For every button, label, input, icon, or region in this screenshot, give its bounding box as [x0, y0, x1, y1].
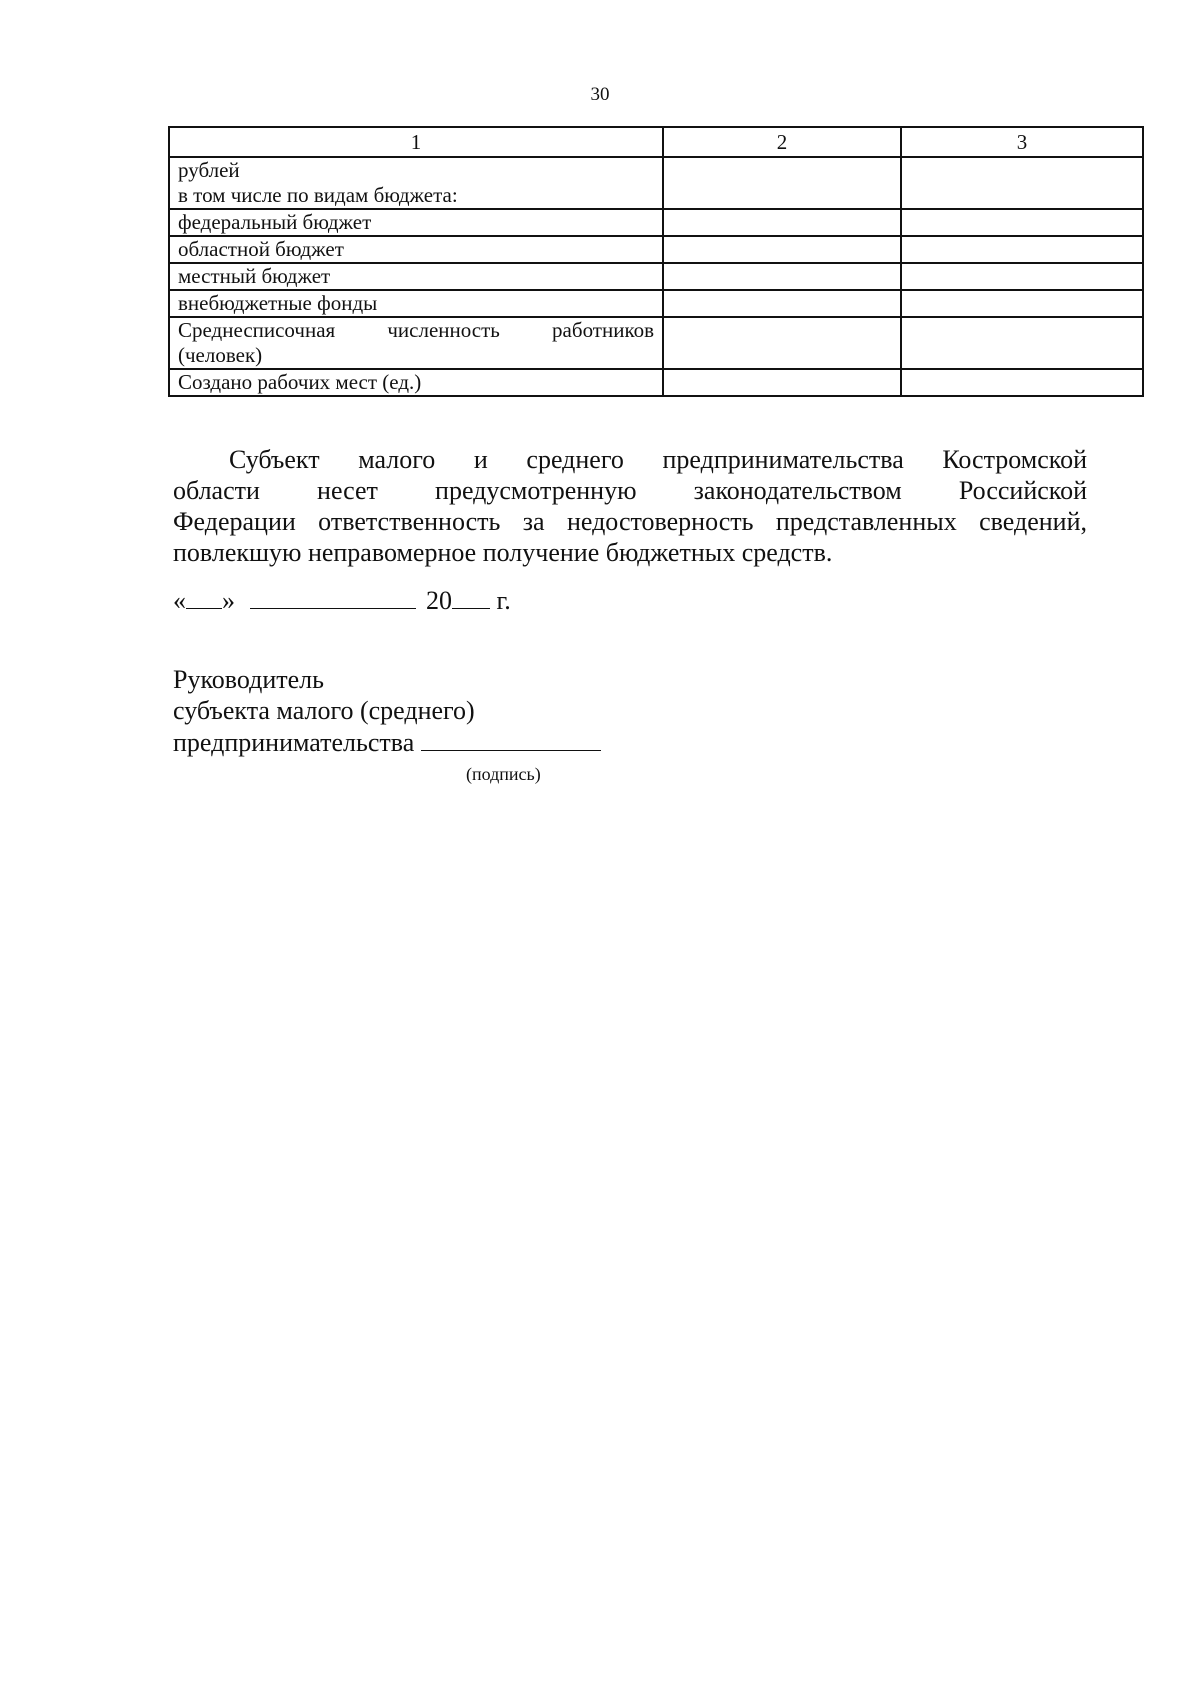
table-cell-col2 [663, 263, 901, 290]
table-cell-col2 [663, 209, 901, 236]
table-cell-col3 [901, 369, 1143, 396]
table-row [169, 263, 1143, 290]
liability-statement [173, 444, 1087, 568]
table-row [169, 157, 1143, 209]
table-cell-col3 [901, 157, 1143, 209]
row-label-federal-budget: федеральный бюджет [169, 209, 663, 236]
table-cell-col2 [663, 290, 901, 317]
table-cell-col2 [663, 369, 901, 396]
column-header-3: 3 [901, 127, 1143, 157]
table-cell-col3 [901, 236, 1143, 263]
row-label-local-budget: местный бюджет [169, 263, 663, 290]
table-cell-col2 [663, 236, 901, 263]
year-prefix: 20 [426, 586, 452, 615]
year-suffix: г. [496, 586, 511, 615]
signature-title-line [173, 726, 601, 758]
signature-title-line: Руководитель [173, 665, 324, 694]
date-field [173, 584, 511, 616]
signature-title-line: субъекта малого (среднего) [173, 696, 475, 725]
row-label-extrabudgetary-funds: внебюджетные фонды [169, 290, 663, 317]
table-cell-col2 [663, 317, 901, 369]
table-cell-col3 [901, 209, 1143, 236]
signature-block [173, 664, 601, 758]
column-header-1: 1 [169, 127, 663, 157]
close-quote: » [222, 586, 235, 615]
signature-caption: (подпись) [466, 764, 541, 784]
year-blank[interactable] [452, 584, 490, 609]
open-quote: « [173, 586, 186, 615]
table-header-row [169, 127, 1143, 157]
row-label-line: в том числе по видам бюджета: [178, 183, 458, 207]
signature-title-text: предпринимательства [173, 728, 415, 757]
row-label-regional-budget: областной бюджет [169, 236, 663, 263]
statement-line: Субъект малого и среднего предпринимательства Костромской [229, 445, 1087, 474]
statement-line: повлекшую неправомерное получение бюджетных средств. [173, 538, 833, 567]
row-label-line: рублей [178, 158, 240, 182]
table-cell-col2 [663, 157, 901, 209]
column-header-2: 2 [663, 127, 901, 157]
table-row [169, 290, 1143, 317]
signature-blank[interactable] [421, 726, 601, 751]
table-row [169, 236, 1143, 263]
table-cell-col3 [901, 317, 1143, 369]
row-label-jobs-created: Создано рабочих мест (ед.) [169, 369, 663, 396]
row-label-line: (человек) [178, 343, 263, 367]
table-row [169, 317, 1143, 369]
report-table [168, 126, 1144, 397]
statement-line: Федерации ответственность за недостоверность представленных сведений, [173, 507, 1087, 536]
statement-line: области несет предусмотренную законодательством Российской [173, 476, 1087, 505]
row-label-average-headcount [169, 317, 663, 369]
row-label-rubles [169, 157, 663, 209]
table-row [169, 369, 1143, 396]
table-cell-col3 [901, 290, 1143, 317]
day-blank[interactable] [186, 584, 222, 609]
table-cell-col3 [901, 263, 1143, 290]
table-row [169, 209, 1143, 236]
page-number: 30 [590, 84, 610, 105]
row-label-line: Среднесписочная численность работников [178, 318, 654, 342]
month-blank[interactable] [250, 584, 416, 609]
